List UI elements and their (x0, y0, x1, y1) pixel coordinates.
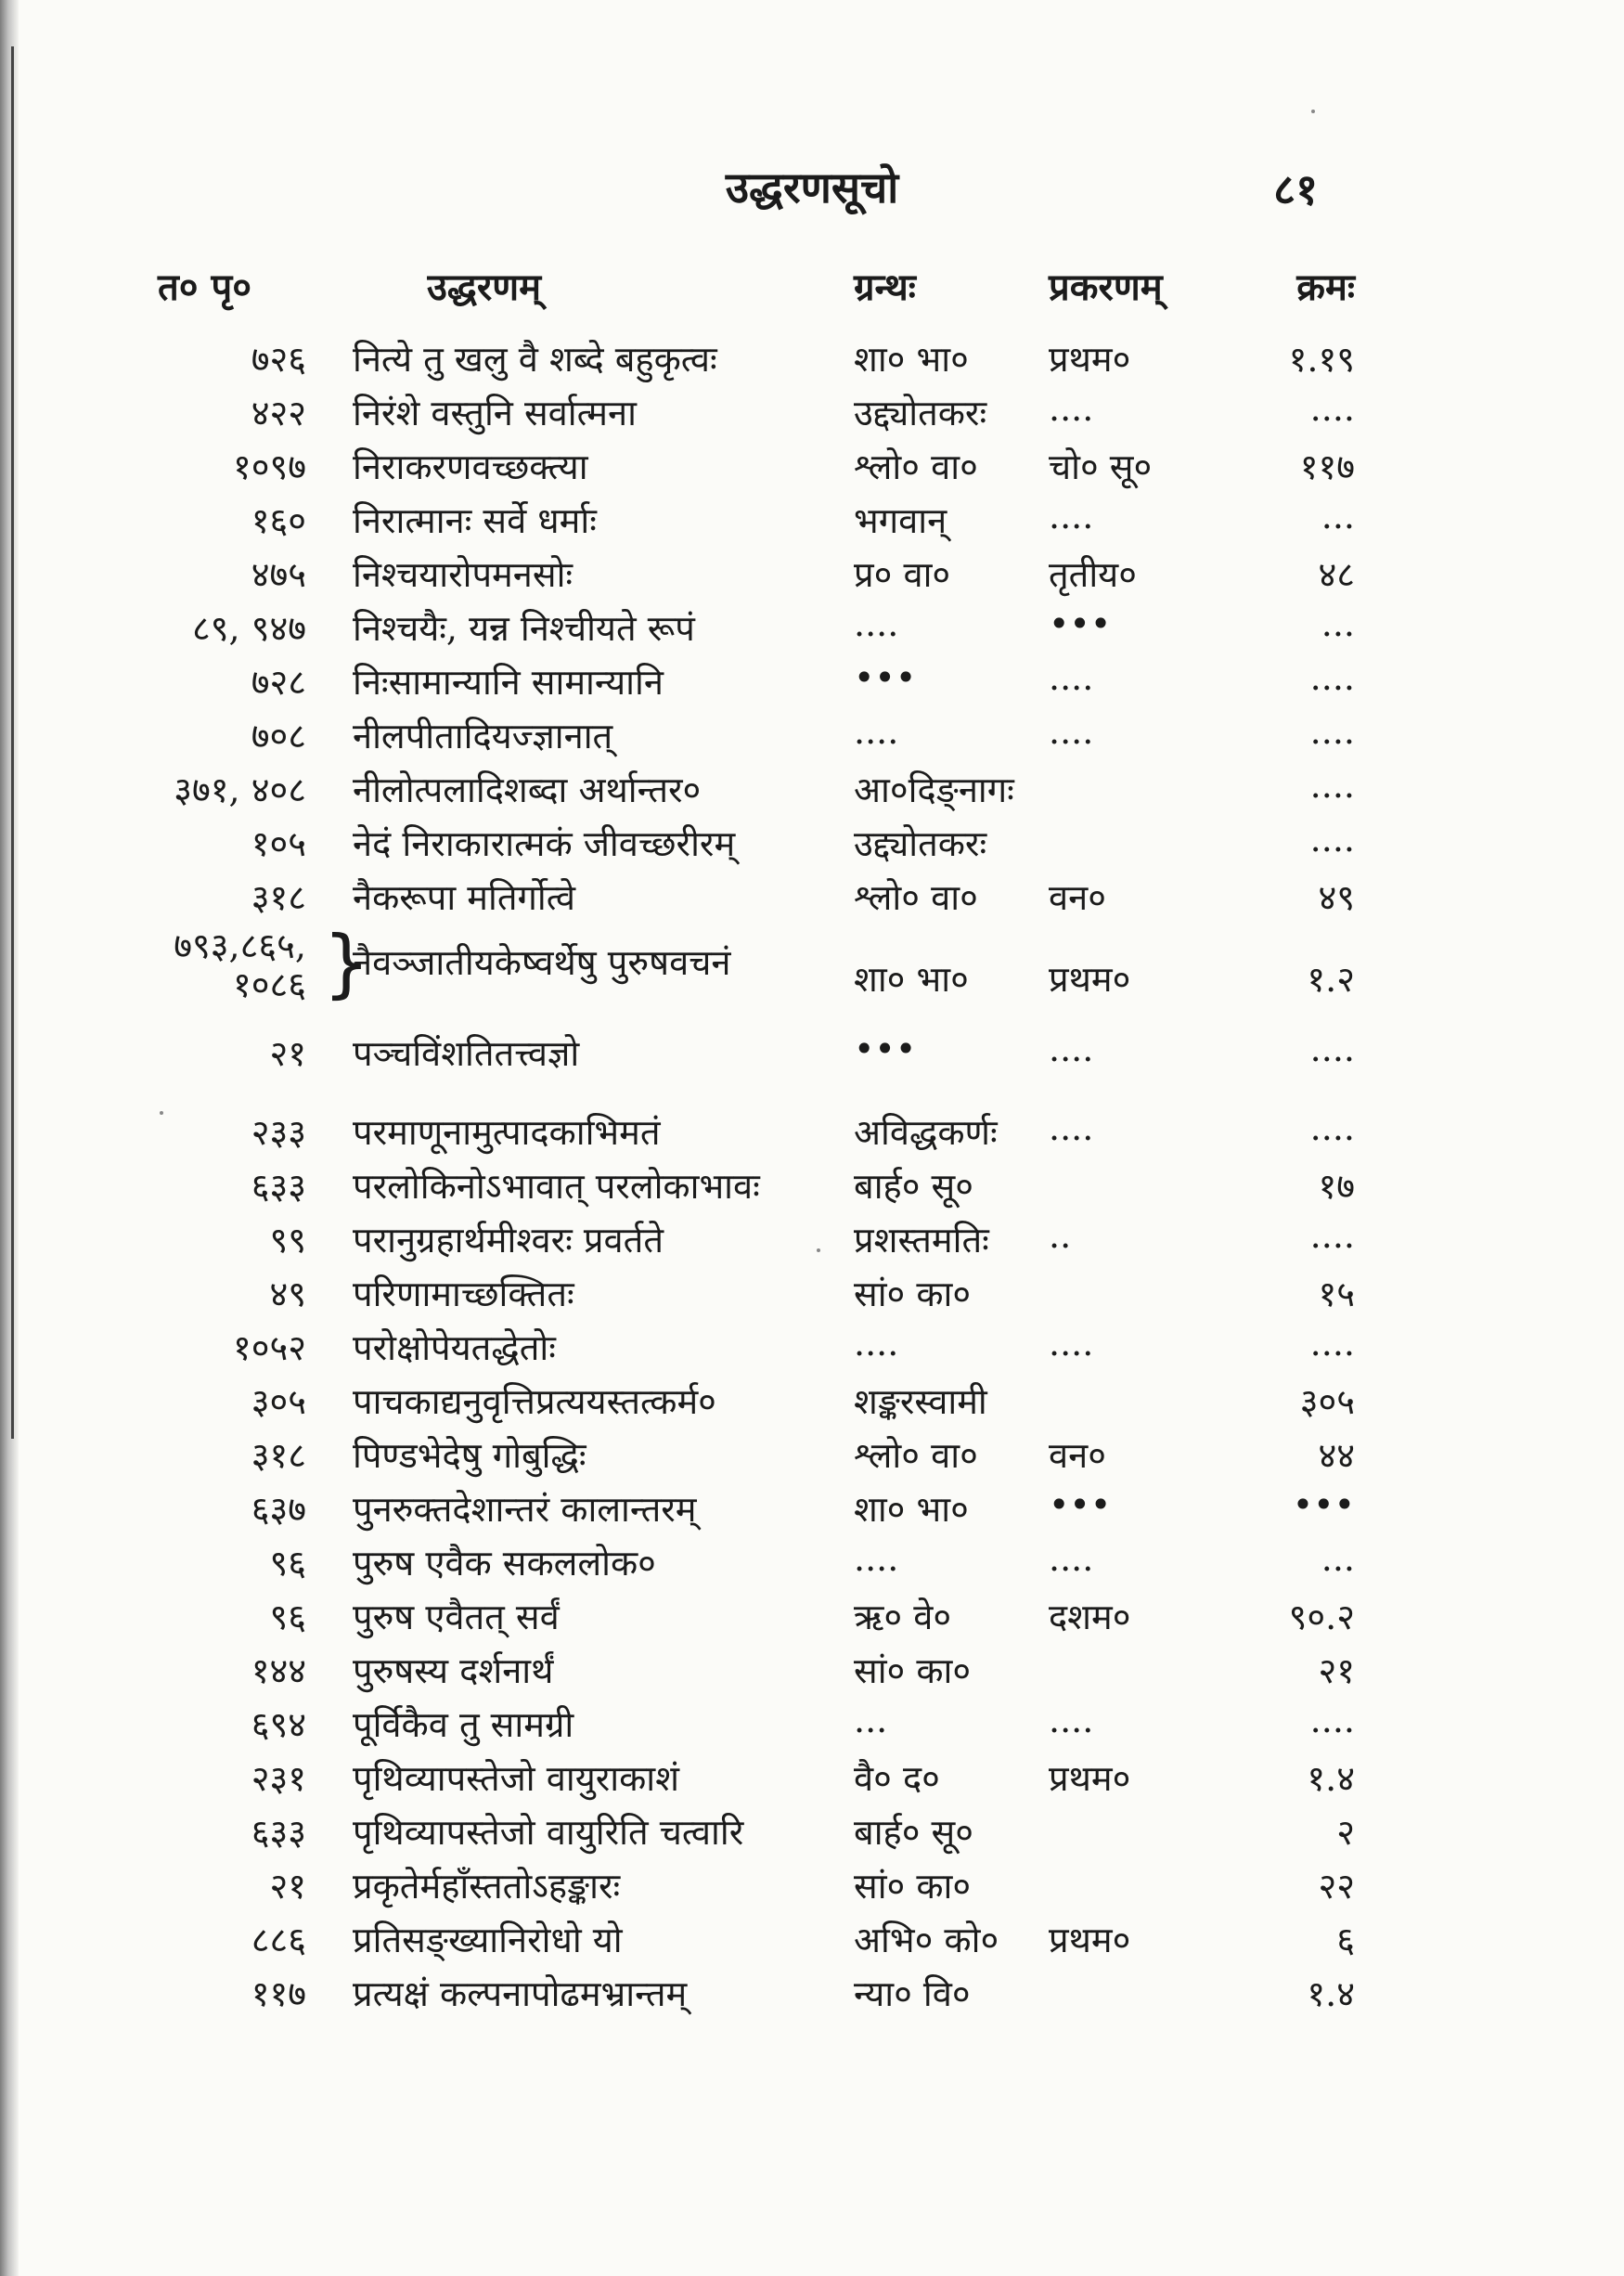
table-row (148, 1807, 1355, 1861)
verse-number: .... (1309, 1107, 1355, 1148)
verse-number: १.४ (1307, 1973, 1355, 2014)
table-row (148, 1861, 1355, 1915)
verse-number: ४८ (1318, 554, 1355, 595)
table-row (148, 920, 1355, 1028)
section: प्रथम० (1049, 339, 1131, 380)
quotation: परोक्षोपेयतद्धेतोः (353, 1327, 556, 1368)
quotation: नीलोत्पलादिशब्दा अर्थान्तर० (353, 769, 702, 810)
page-ref: ९९ (269, 1220, 306, 1261)
section: ••• (1049, 1484, 1112, 1525)
table-row (148, 711, 1355, 765)
section: .... (1049, 1028, 1094, 1069)
section: .... (1049, 1107, 1094, 1148)
verse-number: ११७ (1299, 446, 1355, 487)
table-row (148, 1753, 1355, 1807)
verse-number: ... (1321, 1538, 1355, 1579)
source-text: शा० भा० (854, 339, 969, 380)
quotation: पृथिव्यापस्तेजो वायुरिति चत्वारि (353, 1812, 744, 1853)
table-row (148, 819, 1355, 873)
table-row (148, 1969, 1355, 2023)
quotation: नैवञ्जातीयकेष्वर्थेषु पुरुषवचनं (353, 942, 731, 983)
verse-number: ४४ (1318, 1435, 1355, 1476)
page-ref: १०५२ (232, 1327, 306, 1368)
table-row (148, 1915, 1355, 1969)
table-row (148, 334, 1355, 388)
quotation: नैकरूपा मतिर्गोत्वे (353, 877, 575, 918)
source-text: .... (854, 1538, 899, 1579)
page-ref: ७२८ (251, 662, 306, 703)
source-text: अविद्धकर्णः (854, 1112, 998, 1153)
verse-number: .... (1309, 711, 1355, 752)
quotation: पुरुषस्य दर्शनार्थं (353, 1650, 554, 1691)
page-ref: २३३ (251, 1112, 306, 1153)
table-row (148, 1430, 1355, 1484)
source-text: शा० भा० (854, 959, 969, 1000)
table-row (148, 603, 1355, 657)
source-text: भगवान् (854, 500, 947, 541)
section: .... (1049, 388, 1094, 429)
table-row (148, 1215, 1355, 1269)
table-row (148, 1700, 1355, 1753)
page-ref: २३१ (251, 1758, 306, 1799)
source-text: न्या० वि० (854, 1973, 971, 2014)
quotation: निश्चयैः, यन्न निश्चीयते रूपं (353, 608, 695, 649)
verse-number: १.४ (1307, 1758, 1355, 1799)
page-ref: ७२६ (251, 339, 306, 380)
source-text: .... (854, 603, 899, 644)
section: .... (1049, 711, 1094, 752)
page-ref: ३१८ (251, 877, 306, 918)
source-text: आ०दिङ्नागः (854, 769, 1014, 810)
section: प्रथम० (1049, 959, 1131, 1000)
verse-number: .... (1309, 1323, 1355, 1364)
column-header-number: क्रमः (1296, 265, 1355, 309)
quotation: निराकरणवच्छक्त्या (353, 446, 588, 487)
page-ref: ६३७ (251, 1489, 306, 1530)
page-ref: ४७५ (251, 554, 306, 595)
column-header-section: प्रकरणम् (1049, 265, 1163, 309)
source-text: बार्ह० सू० (854, 1166, 974, 1207)
quotation: परिणामाच्छक्तितः (353, 1274, 574, 1314)
quotation: निरात्मानः सर्वे धर्माः (353, 500, 597, 541)
section: तृतीय० (1049, 554, 1137, 595)
section: .... (1049, 1323, 1094, 1364)
section: .... (1049, 657, 1094, 698)
section: .... (1049, 496, 1094, 537)
verse-number: ३०५ (1299, 1381, 1355, 1422)
verse-number: १.१९ (1288, 339, 1355, 380)
page-ref: १४४ (251, 1650, 306, 1691)
page-ref: २१ (269, 1866, 306, 1907)
table-row (148, 1377, 1355, 1430)
verse-number: ... (1321, 603, 1355, 644)
page-ref: ३७१, ४०८ (174, 769, 306, 810)
page-ref: १०५ (251, 823, 306, 864)
verse-number: .... (1309, 819, 1355, 860)
source-text: सां० का० (854, 1866, 972, 1907)
source-text: शा० भा० (854, 1489, 969, 1530)
brace-icon: } (323, 920, 370, 1006)
table-row (148, 388, 1355, 442)
column-header-text: ग्रन्थः (854, 265, 916, 309)
verse-number: १५ (1318, 1274, 1355, 1314)
verse-number: ४९ (1318, 877, 1355, 918)
section: .... (1049, 1700, 1094, 1740)
table-row (148, 765, 1355, 819)
page-ref: १०९७ (232, 446, 306, 487)
table-row (148, 1028, 1355, 1107)
verse-number: ... (1321, 496, 1355, 537)
page-ref: ६९४ (251, 1704, 306, 1745)
page-ref: ८८६ (251, 1920, 306, 1960)
table-row (148, 442, 1355, 496)
source-text: अभि० को० (854, 1920, 999, 1960)
source-text: श्लो० वा० (854, 877, 978, 918)
quotation: निःसामान्यानि सामान्यानि (353, 662, 664, 703)
table-row (148, 1592, 1355, 1646)
quotation: पूर्विकैव तु सामग्री (353, 1704, 574, 1745)
quotation: पुरुष एवैतत् सर्वं (353, 1597, 560, 1637)
quotation: पाचकाद्यनुवृत्तिप्रत्ययस्तत्कर्म० (353, 1381, 716, 1422)
table-row (148, 1646, 1355, 1700)
table-body (148, 334, 1355, 2023)
verse-number: २२ (1318, 1866, 1355, 1907)
table-row (148, 1107, 1355, 1161)
table-row (148, 1538, 1355, 1592)
quotation: नेदं निराकारात्मकं जीवच्छरीरम् (353, 823, 736, 864)
verse-number: .... (1309, 1215, 1355, 1256)
table-row (148, 873, 1355, 926)
verse-number: .... (1309, 388, 1355, 429)
source-text: श्लो० वा० (854, 446, 978, 487)
page-ref: ७९३,८६५, १०८६ (174, 925, 306, 1005)
source-text: सां० का० (854, 1274, 972, 1314)
verse-number: २१ (1318, 1650, 1355, 1691)
page-ref: ६३३ (251, 1166, 306, 1207)
table-row (148, 1161, 1355, 1215)
verse-number: .... (1309, 1700, 1355, 1740)
section: वन० (1049, 877, 1106, 918)
page-ref: ३०५ (251, 1381, 306, 1422)
table-row (148, 496, 1355, 550)
page-title: उद्धरणसूचो (725, 162, 899, 213)
column-header-quote: उद्धरणम् (427, 265, 542, 309)
quotation: निश्चयारोपमनसोः (353, 554, 574, 595)
table-row (148, 1269, 1355, 1323)
source-text: प्र० वा० (854, 554, 951, 595)
page-ref: २१ (269, 1033, 306, 1074)
quotation: परानुग्रहार्थमीश्वरः प्रवर्तते (353, 1220, 664, 1261)
table-row (148, 1323, 1355, 1377)
section: प्रथम० (1049, 1920, 1131, 1960)
quotation: पुनरुक्तदेशान्तरं कालान्तरम् (353, 1489, 697, 1530)
page-number: ८१ (1273, 164, 1318, 214)
binding-line (11, 46, 14, 1439)
column-header-page: त० पृ० (158, 265, 252, 309)
ink-speck (817, 1248, 820, 1252)
source-text: ऋ० वे० (854, 1597, 952, 1637)
page-ref: ३१८ (251, 1435, 306, 1476)
page-ref: ७०८ (251, 716, 306, 757)
section: प्रथम० (1049, 1758, 1131, 1799)
quotation: निरंशे वस्तुनि सर्वात्मना (353, 393, 637, 433)
source-text: वै० द० (854, 1758, 940, 1799)
quotation: पञ्चविंशतितत्त्वज्ञो (353, 1033, 580, 1074)
quotation: प्रतिसङ्ख्यानिरोधो यो (353, 1920, 623, 1960)
quotation: परलोकिनोऽभावात् परलोकाभावः (353, 1166, 760, 1207)
table-row (148, 1484, 1355, 1538)
source-text: सां० का० (854, 1650, 972, 1691)
source-text: ••• (854, 1028, 917, 1069)
page-ref: ११७ (251, 1973, 306, 2014)
quotation: परमाणूनामुत्पादकाभिमतं (353, 1112, 661, 1153)
page-ref: ४२२ (251, 393, 306, 433)
source-text: .... (854, 711, 899, 752)
page-ref: ६३३ (251, 1812, 306, 1853)
verse-number: .... (1309, 765, 1355, 806)
verse-number: ६ (1336, 1920, 1355, 1960)
quotation: नीलपीतादियज्ज्ञानात् (353, 716, 613, 757)
verse-number: १७ (1318, 1166, 1355, 1207)
section: .. (1049, 1215, 1072, 1256)
quotation: नित्ये तु खलु वै शब्दे बहुकृत्वः (353, 339, 717, 380)
page-ref: १६० (251, 500, 306, 541)
page-ref: ८९, ९४७ (192, 608, 306, 649)
ink-speck (160, 1111, 163, 1115)
quotation: पुरुष एवैक सकललोक० (353, 1543, 656, 1584)
source-text: ... (854, 1700, 888, 1740)
verse-number: .... (1309, 657, 1355, 698)
section: दशम० (1049, 1597, 1131, 1637)
quotation: पृथिव्यापस्तेजो वायुराकाशं (353, 1758, 679, 1799)
ink-speck (1311, 110, 1315, 113)
source-text: .... (854, 1323, 899, 1364)
verse-number: १.२ (1307, 959, 1355, 1000)
section: .... (1049, 1538, 1094, 1579)
verse-number: ••• (1292, 1484, 1355, 1525)
source-text: उद्द्योतकरः (854, 823, 987, 864)
page-edge-shadow (0, 0, 19, 2276)
section: चो० सू० (1049, 446, 1153, 487)
source-text: उद्द्योतकरः (854, 393, 987, 433)
table-header (148, 260, 1355, 334)
source-text: श्लो० वा० (854, 1435, 978, 1476)
verse-number: ९०.२ (1288, 1597, 1355, 1637)
verse-number: .... (1309, 1028, 1355, 1069)
section: वन० (1049, 1435, 1106, 1476)
quotation: पिण्डभेदेषु गोबुद्धिः (353, 1435, 586, 1476)
source-text: प्रशस्तमतिः (854, 1220, 989, 1261)
quotation: प्रकृतेर्महाँस्ततोऽहङ्कारः (353, 1866, 621, 1907)
table-row (148, 657, 1355, 711)
source-text: बार्ह० सू० (854, 1812, 974, 1853)
table-row (148, 550, 1355, 603)
verse-number: २ (1336, 1812, 1355, 1853)
index-table (148, 260, 1355, 2023)
page-ref: ४९ (269, 1274, 306, 1314)
page-ref: ९६ (269, 1597, 306, 1637)
source-text: शङ्करस्वामी (854, 1381, 987, 1422)
source-text: ••• (854, 657, 917, 698)
section: ••• (1049, 603, 1112, 644)
quotation: प्रत्यक्षं कल्पनापोढमभ्रान्तम् (353, 1973, 688, 2014)
page-ref: ९६ (269, 1543, 306, 1584)
